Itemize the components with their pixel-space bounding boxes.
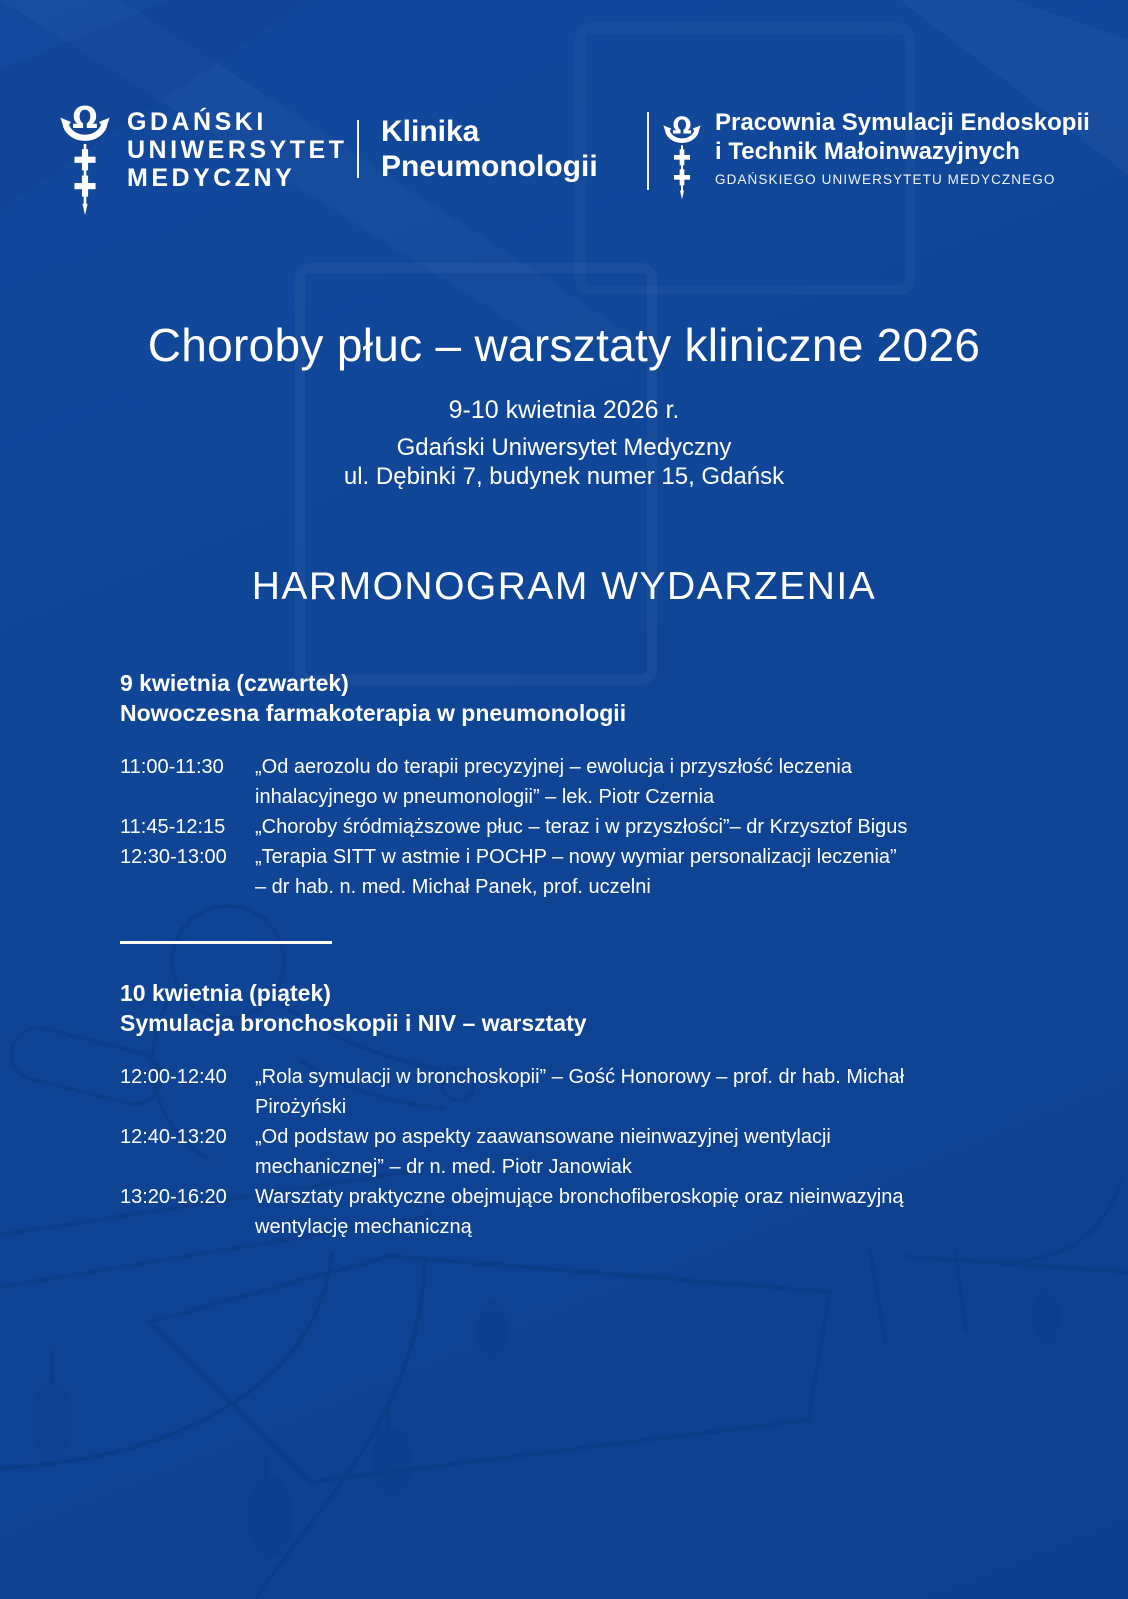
day-date-label: 9 kwietnia (czwartek) bbox=[120, 670, 349, 696]
klinika-line: Klinika bbox=[381, 115, 480, 148]
day-2-rows bbox=[120, 1062, 1020, 1242]
schedule-day-1 bbox=[120, 668, 1010, 902]
schedule-row bbox=[120, 752, 1010, 812]
day-1-rows bbox=[120, 752, 1010, 902]
schedule-row bbox=[120, 812, 1010, 842]
schedule-row bbox=[120, 1062, 1020, 1122]
row-description bbox=[255, 1062, 975, 1122]
gumed-crest-icon bbox=[58, 100, 112, 216]
logo-divider bbox=[647, 112, 649, 190]
description-line: Pirożyński bbox=[255, 1096, 347, 1118]
event-date: 9-10 kwietnia 2026 r. bbox=[448, 396, 680, 424]
logo-pracownia-symulacji bbox=[662, 108, 1090, 200]
row-time: 11:00-11:30 bbox=[120, 756, 224, 778]
logo-klinika-pneumonologii bbox=[381, 114, 598, 184]
day-date-label: 10 kwietnia (piątek) bbox=[120, 980, 331, 1006]
schedule-row bbox=[120, 1122, 1020, 1182]
gumed-wordmark bbox=[127, 108, 347, 192]
schedule-row bbox=[120, 842, 1010, 902]
description-line: Warsztaty praktyczne obejmujące bronchofiberoskopię oraz nieinwazyjną bbox=[255, 1186, 904, 1208]
description-line: „Od aerozolu do terapii precyzyjnej – ewolucja i przyszłość leczenia bbox=[255, 756, 852, 778]
pracownia-line: Pracownia Symulacji Endoskopii bbox=[715, 109, 1090, 136]
row-description bbox=[255, 812, 975, 842]
description-line: wentylację mechaniczną bbox=[255, 1216, 472, 1238]
row-time: 12:40-13:20 bbox=[120, 1126, 227, 1148]
gumed-crest-icon bbox=[662, 112, 702, 200]
pracownia-subline: GDAŃSKIEGO UNIWERSYTETU MEDYCZNEGO bbox=[715, 172, 1056, 187]
schedule-row bbox=[120, 1182, 1020, 1242]
description-line: „Terapia SITT w astmie i POCHP – nowy wymiar personalizacji leczenia” bbox=[255, 846, 897, 868]
logo-gumed bbox=[58, 100, 347, 216]
row-description bbox=[255, 842, 975, 902]
row-time: 13:20-16:20 bbox=[120, 1186, 227, 1208]
row-time: 12:00-12:40 bbox=[120, 1066, 227, 1088]
description-line: „Rola symulacji w bronchoskopii” – Gość Honorowy – prof. dr hab. Michał bbox=[255, 1066, 905, 1088]
row-description bbox=[255, 752, 975, 812]
schedule-heading: HARMONOGRAM WYDARZENIA bbox=[251, 565, 877, 608]
logo-divider bbox=[357, 120, 359, 178]
event-venue bbox=[0, 433, 1128, 491]
page-title: Choroby płuc – warsztaty kliniczne 2026 bbox=[147, 319, 981, 371]
venue-line: Gdański Uniwersytet Medyczny bbox=[396, 434, 732, 461]
description-line: inhalacyjnego w pneumonologii” – lek. Piotr Czernia bbox=[255, 786, 715, 808]
klinika-line: Pneumonologii bbox=[381, 150, 598, 183]
venue-line: ul. Dębinki 7, budynek numer 15, Gdańsk bbox=[343, 463, 785, 490]
gumed-line: MEDYCZNY bbox=[127, 164, 296, 192]
gumed-line: UNIWERSYTET bbox=[127, 136, 348, 164]
description-line: mechanicznej” – dr n. med. Piotr Janowiak bbox=[255, 1156, 632, 1178]
description-line: „Od podstaw po aspekty zaawansowane nieinwazyjnej wentylacji bbox=[255, 1126, 831, 1148]
pracownia-line: i Technik Małoinwazyjnych bbox=[715, 138, 1020, 165]
row-time: 11:45-12:15 bbox=[120, 816, 226, 838]
description-line: „Choroby śródmiąższowe płuc – teraz i w przyszłości”– dr Krzysztof Bigus bbox=[255, 816, 908, 838]
row-description bbox=[255, 1122, 975, 1182]
pracownia-wordmark bbox=[715, 108, 1090, 187]
day-theme: Symulacja bronchoskopii i NIV – warsztaty bbox=[120, 1010, 587, 1036]
section-divider bbox=[120, 941, 332, 944]
row-time: 12:30-13:00 bbox=[120, 846, 227, 868]
schedule-day-2 bbox=[120, 978, 1020, 1242]
row-description bbox=[255, 1182, 975, 1242]
description-line: – dr hab. n. med. Michał Panek, prof. uczelni bbox=[255, 876, 651, 898]
day-theme: Nowoczesna farmakoterapia w pneumonologii bbox=[120, 700, 627, 726]
gumed-line: GDAŃSKI bbox=[127, 108, 267, 136]
